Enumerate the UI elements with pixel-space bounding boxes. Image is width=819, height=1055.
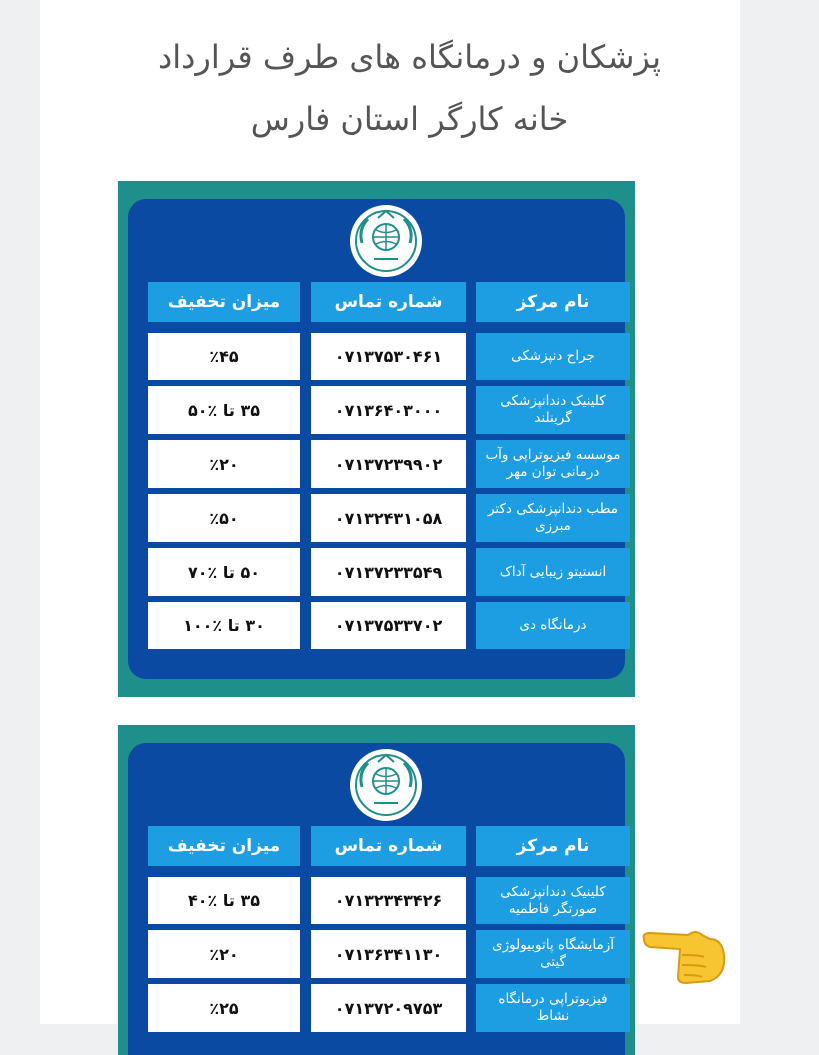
discount-cell: ۳۰ تا ٪۱۰۰ xyxy=(148,602,300,649)
pointing-hand-icon xyxy=(640,925,730,987)
page-title-line-1: پزشکان و درمانگاه های طرف قرارداد xyxy=(158,38,661,76)
center-name-cell: موسسه فیزیوتراپی وآب درمانی توان مهر xyxy=(476,440,630,488)
phone-cell: ۰۷۱۳۷۵۳۰۴۶۱ xyxy=(311,333,466,380)
card-panel xyxy=(128,199,625,679)
workers-house-emblem-icon xyxy=(348,747,424,823)
center-name-cell: کلینیک دندانپزشکی گرینلند xyxy=(476,386,630,434)
center-name-cell: آزمایشگاه پاتوبیولوژی گیتی xyxy=(476,930,630,978)
header-phone: شماره تماس xyxy=(311,826,466,866)
center-name-cell: انستیتو زیبایی آداک xyxy=(476,548,630,596)
center-name-cell: فیزیوتراپی درمانگاه نشاط xyxy=(476,984,630,1032)
discount-cell: ۳۵ تا ٪۴۰ xyxy=(148,877,300,924)
workers-house-emblem-icon xyxy=(348,203,424,279)
phone-cell: ۰۷۱۳۶۳۴۱۱۳۰ xyxy=(311,930,466,978)
phone-cell: ۰۷۱۳۷۵۳۳۷۰۲ xyxy=(311,602,466,649)
phone-cell: ۰۷۱۳۶۴۰۳۰۰۰ xyxy=(311,386,466,434)
header-center-name: نام مرکز xyxy=(476,826,630,866)
header-discount: میزان تخفیف xyxy=(148,826,300,866)
header-phone: شماره تماس xyxy=(311,282,466,322)
center-name-cell: مطب دندانپزشکی دکتر مبرزی xyxy=(476,494,630,542)
discount-cell: ٪۲۵ xyxy=(148,984,300,1032)
card-panel xyxy=(128,743,625,1055)
discount-card-2 xyxy=(118,725,635,1055)
center-name-cell: جراح دنپزشکی xyxy=(476,333,630,380)
discount-cell: ٪۲۰ xyxy=(148,440,300,488)
header-discount: میزان تخفیف xyxy=(148,282,300,322)
phone-cell: ۰۷۱۳۲۴۳۱۰۵۸ xyxy=(311,494,466,542)
discount-cell: ٪۵۰ xyxy=(148,494,300,542)
discount-cell: ٪۴۵ xyxy=(148,333,300,380)
phone-cell: ۰۷۱۳۲۳۴۳۴۲۶ xyxy=(311,877,466,924)
discount-cell: ٪۲۰ xyxy=(148,930,300,978)
phone-cell: ۰۷۱۳۷۲۰۹۷۵۳ xyxy=(311,984,466,1032)
discount-cell: ۵۰ تا ٪۷۰ xyxy=(148,548,300,596)
phone-cell: ۰۷۱۳۷۲۳۹۹۰۲ xyxy=(311,440,466,488)
discount-cell: ۳۵ تا ٪۵۰ xyxy=(148,386,300,434)
header-center-name: نام مرکز xyxy=(476,282,630,322)
center-name-cell: کلینیک دندانپزشکی صورتگر فاطمیه xyxy=(476,877,630,924)
discount-card-1 xyxy=(118,181,635,697)
center-name-cell: درمانگاه دی xyxy=(476,602,630,649)
page-title-line-2: خانه کارگر استان فارس xyxy=(250,100,569,138)
phone-cell: ۰۷۱۳۷۲۳۳۵۴۹ xyxy=(311,548,466,596)
